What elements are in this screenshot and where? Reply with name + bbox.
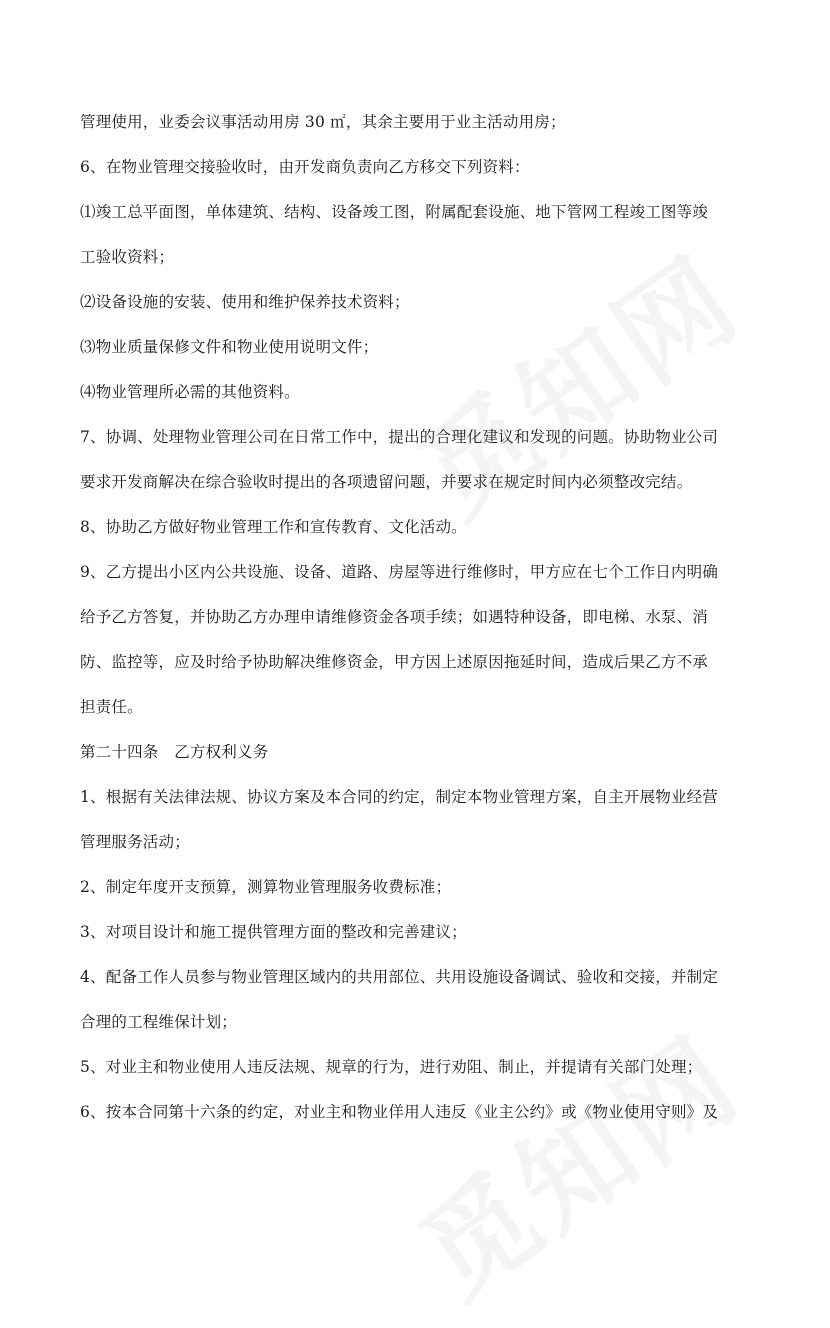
text-line: ⑴竣工总平面图，单体建筑、结构、设备竣工图，附属配套设施、地下管网工程竣工图等竣 [80,203,709,221]
document-body [80,100,756,1135]
text-line: ⑷物业管理所必需的其他资料。 [80,383,300,401]
text-line: 管理使用，业委会议事活动用房 30 ㎡，其余主要用于业主活动用房； [80,113,566,131]
text-line: 6、按本合同第十六条的约定，对业主和物业佯用人违反《业主公约》或《物业使用守则》及 [80,1103,719,1121]
text-line: 管理服务活动； [80,833,190,851]
text-line: 1、根据有关法律法规、协议方案及本合同的约定，制定本物业管理方案，自主开展物业经营 [80,788,719,806]
text-line: 6、在物业管理交接验收时，由开发商负责向乙方移交下列资料： [80,158,530,176]
text-line: 5、对业主和物业使用人违反法规、规章的行为，进行劝阻、制止，并提请有关部门处理； [80,1058,703,1076]
text-line: 合理的工程维保计划； [80,1013,238,1031]
text-line: 4、配备工作人员参与物业管理区域内的共用部位、共用设施设备调试、验收和交接，并制定 [80,968,719,986]
text-line: ⑶物业质量保修文件和物业使用说明文件； [80,338,379,356]
text-line: 2、制定年度开支预算，测算物业管理服务收费标准； [80,878,452,896]
text-line: ⑵设备设施的安装、使用和维护保养技术资料； [80,293,410,311]
article-heading: 第二十四条 乙方权利义务 [80,743,269,761]
text-line: 7、协调、处理物业管理公司在日常工作中，提出的合理化建议和发现的问题。协助物业公司 [80,428,719,446]
text-line: 8、协助乙方做好物业管理工作和宣传教育、文化活动。 [80,518,467,536]
text-line: 要求开发商解决在综合验收时提出的各项遗留问题，并要求在规定时间内必须整改完结。 [80,473,693,491]
text-line: 给予乙方答复，并协助乙方办理申请维修资金各项手续；如遇特种设备，即电梯、水泵、消 [80,608,709,626]
text-line: 担责任。 [80,698,143,716]
text-line: 3、对项目设计和施工提供管理方面的整改和完善建议； [80,923,467,941]
text-line: 9、乙方提出小区内公共设施、设备、道路、房屋等进行维修时，甲方应在七个工作日内明确 [80,563,719,581]
text-line: 工验收资料； [80,248,175,266]
text-line: 防、监控等，应及时给予协助解决维修资金，甲方因上述原因拖延时间，造成后果乙方不承 [80,653,709,671]
